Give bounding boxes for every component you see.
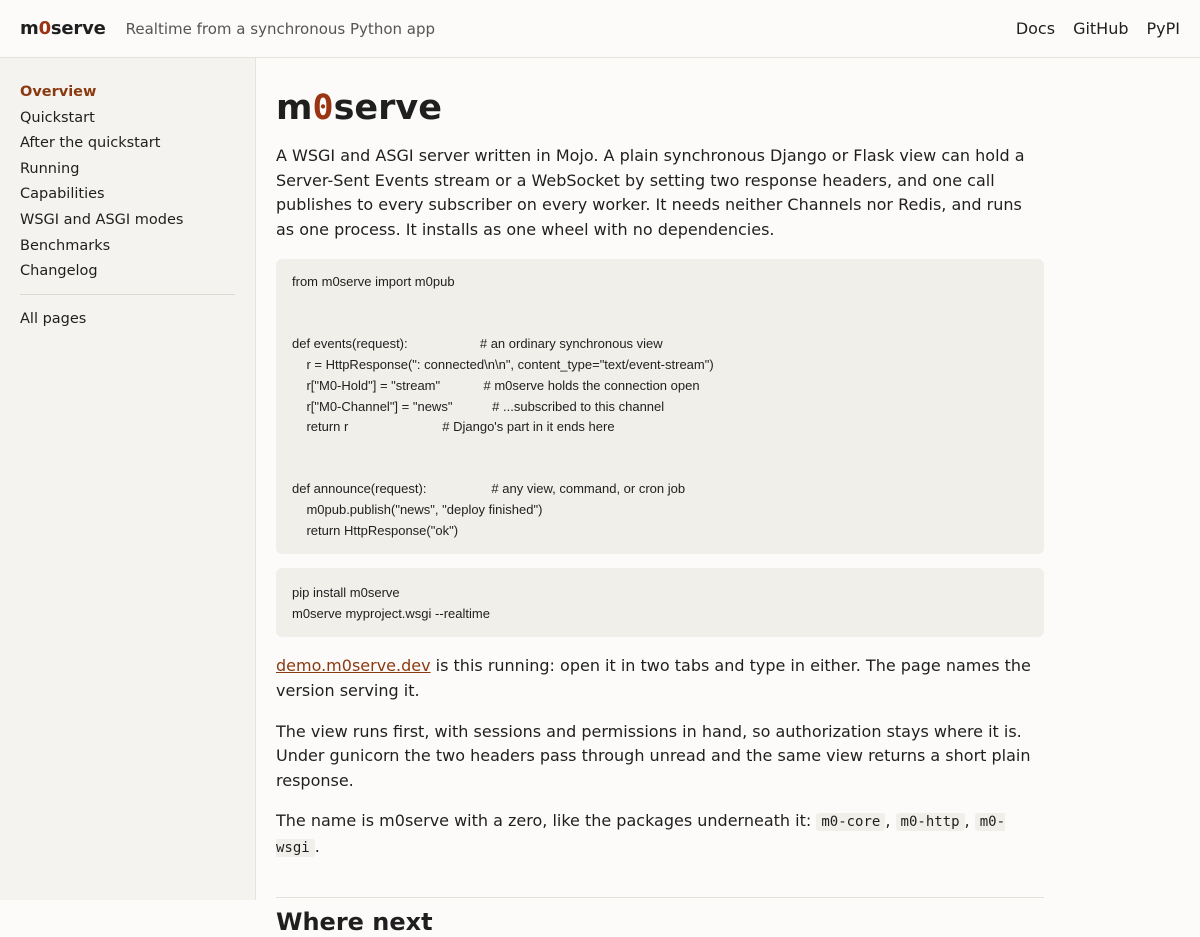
nav-pypi-link[interactable]: PyPI bbox=[1146, 19, 1180, 38]
name-text: The name is m0serve with a zero, like the packages underneath it: bbox=[276, 811, 817, 831]
sidebar-nav bbox=[20, 80, 235, 332]
main-content bbox=[276, 58, 1044, 937]
top-bar bbox=[0, 0, 1200, 58]
brand-prefix: m bbox=[20, 18, 39, 39]
package-m0-http: m0-http bbox=[896, 813, 965, 831]
name-paragraph bbox=[276, 809, 1044, 860]
demo-link[interactable]: demo.m0serve.dev bbox=[276, 656, 431, 676]
sidebar-item-overview[interactable]: Overview bbox=[20, 84, 97, 100]
brand-zero: 0 bbox=[38, 18, 51, 39]
sidebar-item-capabilities[interactable]: Capabilities bbox=[20, 186, 105, 203]
brand-logo[interactable] bbox=[20, 18, 106, 39]
brand-suffix: serve bbox=[50, 18, 106, 39]
sidebar-item-running[interactable]: Running bbox=[20, 160, 80, 177]
title-prefix: m bbox=[276, 88, 313, 128]
top-nav bbox=[1016, 19, 1180, 38]
sidebar-item-changelog[interactable]: Changelog bbox=[20, 263, 98, 280]
nav-docs-link[interactable]: Docs bbox=[1015, 19, 1056, 38]
sidebar-item-all-pages[interactable]: All pages bbox=[20, 310, 87, 327]
sidebar-item-quickstart[interactable]: Quickstart bbox=[20, 109, 95, 126]
package-m0-wsgi: m0-wsgi bbox=[276, 814, 1006, 856]
section-divider bbox=[276, 897, 1044, 898]
view-paragraph: The view runs first, with sessions and permissions in hand, so authorization stays where it is. Under gunicorn the two headers pass through unread and the same view returns a short plain response. bbox=[276, 721, 1031, 790]
title-zero: 0 bbox=[312, 88, 334, 128]
where-next-heading: Where next bbox=[276, 907, 433, 936]
tagline: Realtime from a synchronous Python app bbox=[125, 19, 436, 38]
package-separator: , bbox=[964, 811, 975, 831]
title-suffix: serve bbox=[333, 88, 442, 128]
sidebar-divider bbox=[20, 294, 235, 295]
sidebar-item-wsgi-asgi-modes[interactable]: WSGI and ASGI modes bbox=[20, 211, 184, 228]
demo-paragraph bbox=[276, 654, 1044, 703]
sidebar bbox=[0, 58, 256, 900]
package-m0-core: m0-core bbox=[816, 813, 885, 831]
package-separator: , bbox=[885, 811, 896, 831]
code-example-block: from m0serve import m0pub def events(request): # an ordinary synchronous view r = HttpResponse(": connected\n\n", content_type="text/event-stream") r["M0-Hold"] = "stream" # m0serve holds the connection open r["M0-Channel"] = "news" # ...subscribed to this channel return r # Django's part in it ends here def announce(request): # any view, command, or cron job m0pub.publish("news", "deploy finished") return HttpResponse("ok") bbox=[276, 259, 1044, 554]
sidebar-item-after-quickstart[interactable]: After the quickstart bbox=[20, 135, 161, 152]
intro-paragraph: A WSGI and ASGI server written in Mojo. A plain synchronous Django or Flask view can hold a Server-Sent Events stream or a WebSocket by setting two response headers, and one call publishes to every subscriber on every worker. It needs neither Channels nor Redis, and runs as one process. It installs as one wheel with no dependencies. bbox=[276, 146, 1025, 239]
sidebar-item-benchmarks[interactable]: Benchmarks bbox=[20, 237, 111, 254]
install-command-block: pip install m0serve m0serve myproject.wsgi --realtime bbox=[276, 568, 1044, 637]
demo-text: is this running: open it in two tabs and type in either. The page names the version serving it. bbox=[276, 656, 1031, 700]
nav-github-link[interactable]: GitHub bbox=[1073, 19, 1129, 38]
sentence-end: . bbox=[314, 836, 320, 856]
page-title bbox=[276, 86, 1044, 130]
